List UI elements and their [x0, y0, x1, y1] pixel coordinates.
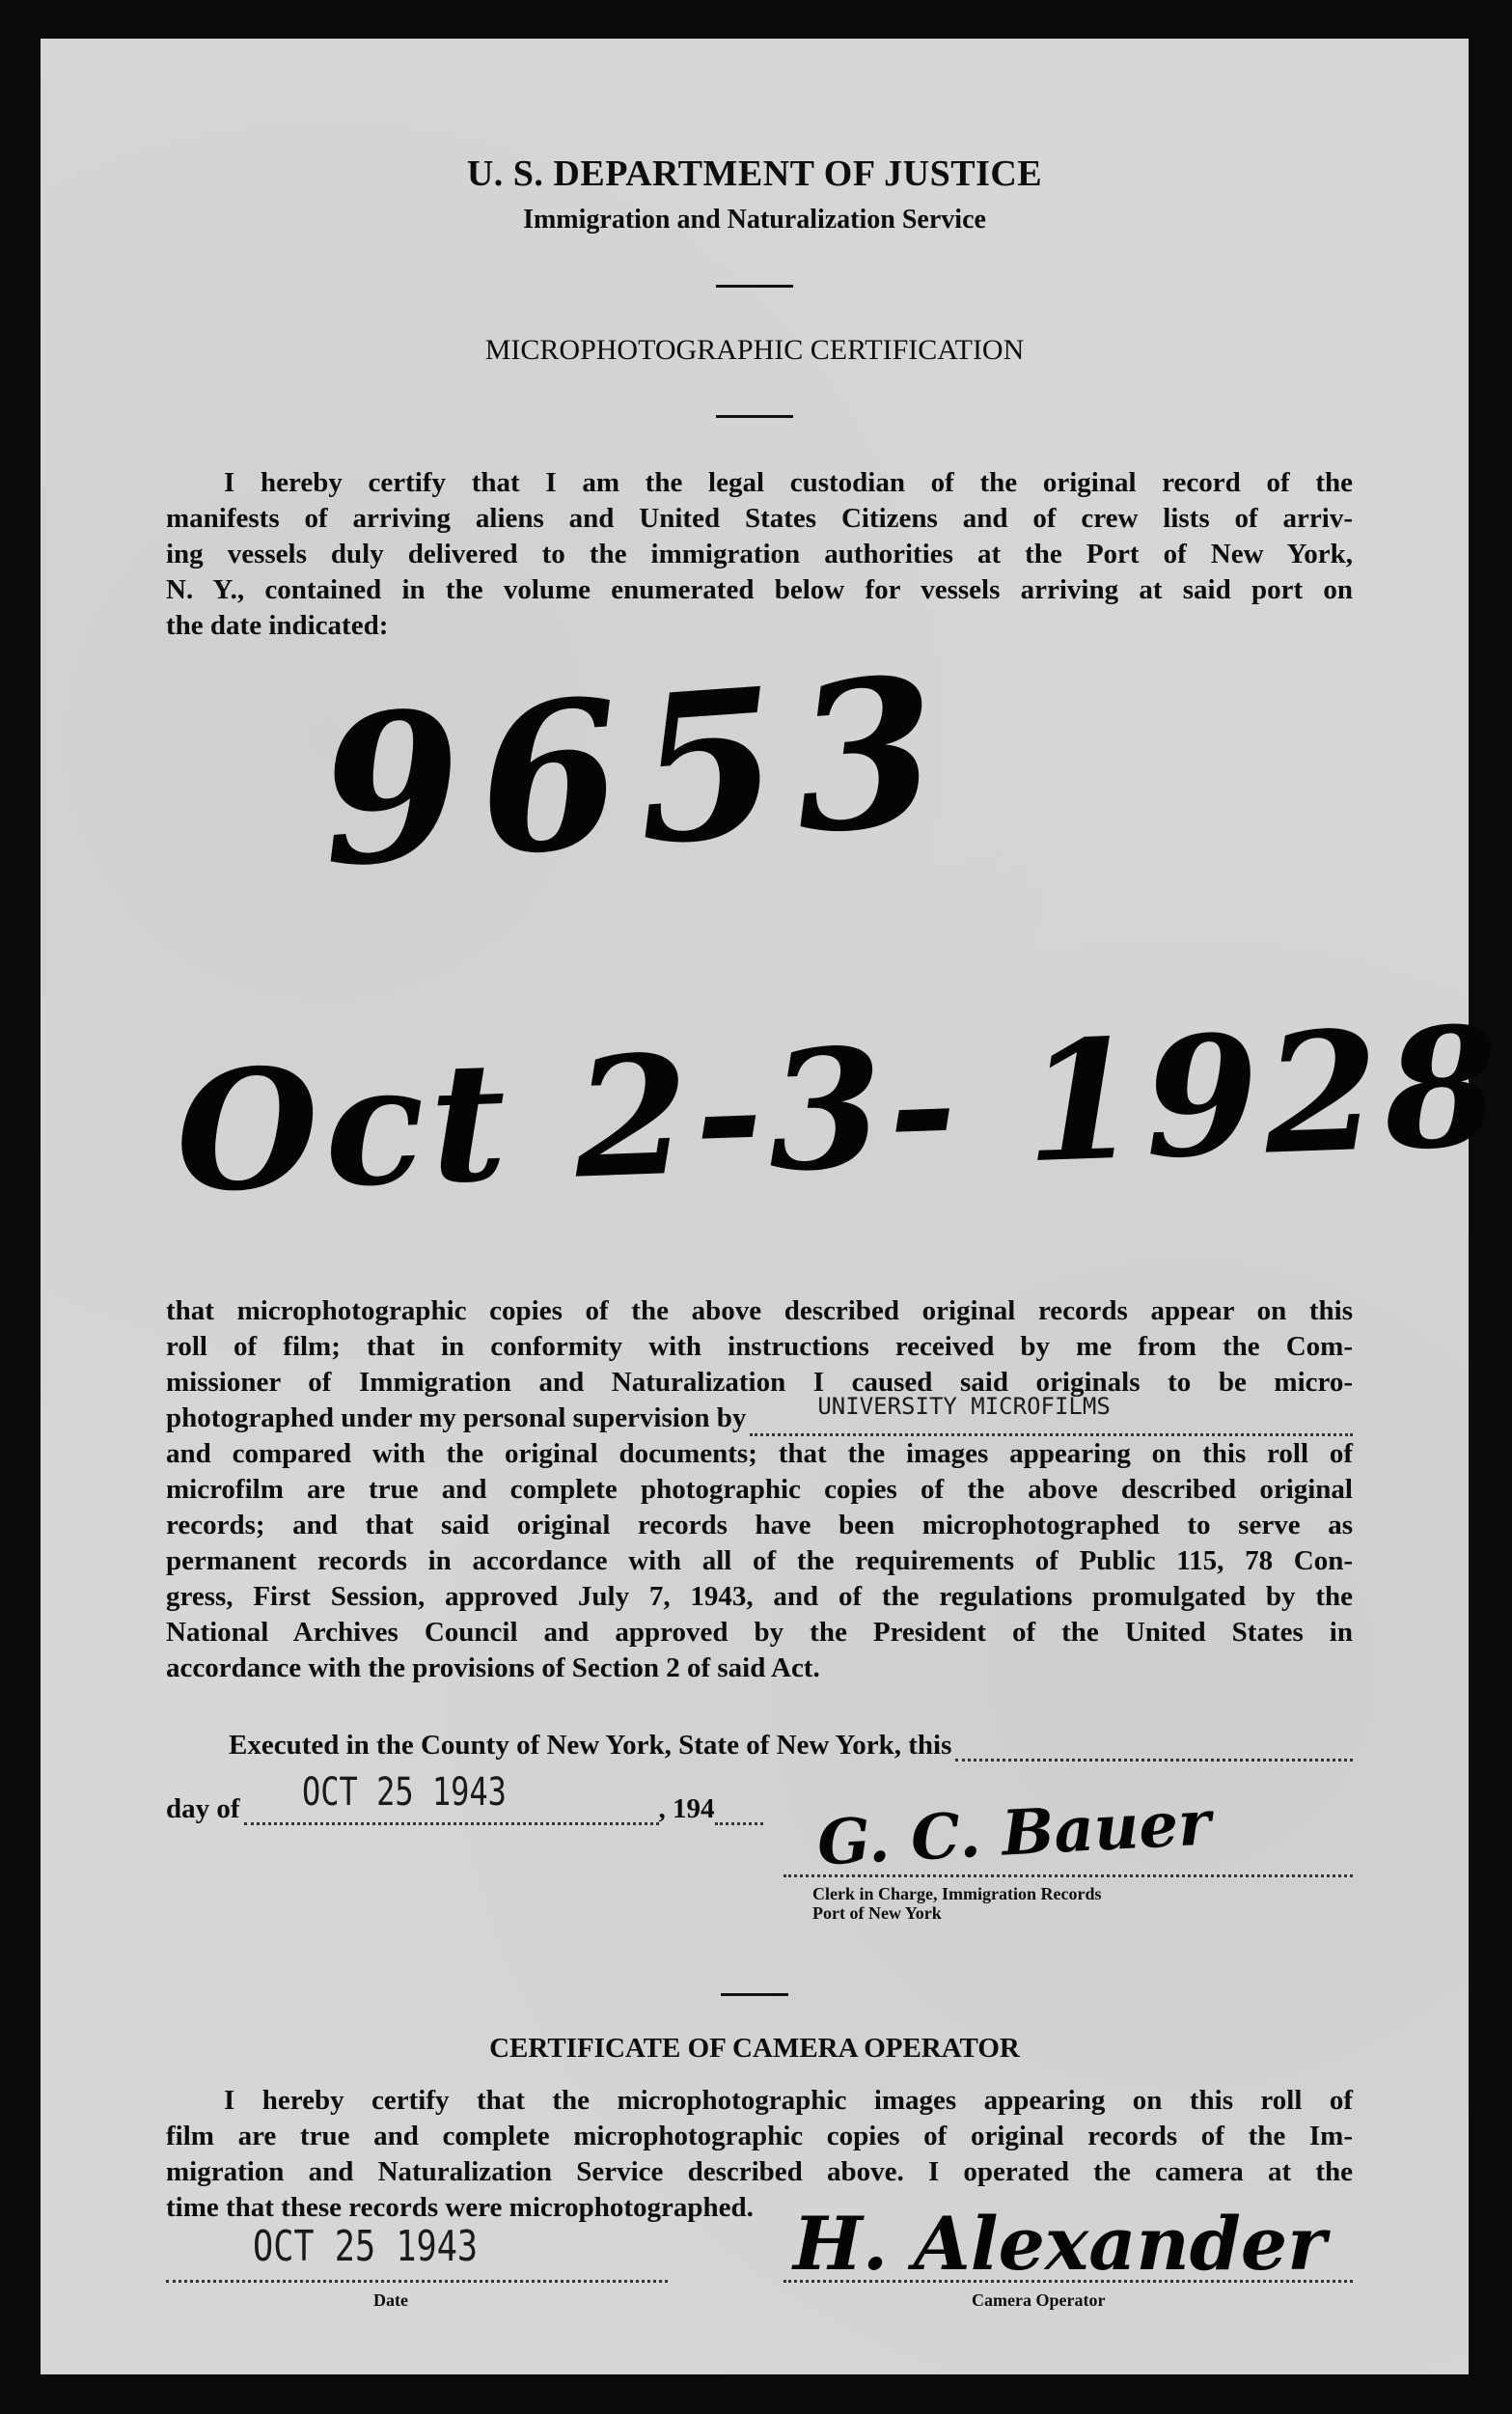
text-line: records; and that said original records have been microphotographed to serve as	[166, 1510, 1353, 1540]
clerk-title-line: Clerk in Charge, Immigration Records	[812, 1884, 1102, 1903]
handwritten-arrival-date: Oct 2-3- 1928	[172, 990, 1508, 1230]
text-line: time that these records were microphotographed.	[166, 2192, 754, 2223]
supervision-field	[750, 1393, 1353, 1436]
executed-line	[229, 1730, 1353, 1762]
text-line: National Archives Council and approved by the President of the United States in	[166, 1617, 1353, 1648]
operator-signature: H. Alexander	[793, 2201, 1327, 2287]
text-line: roll of film; that in conformity with instructions received by me from the Com-	[166, 1331, 1353, 1362]
divider	[716, 285, 793, 288]
text-line: N. Y., contained in the volume enumerated below for vessels arriving at said port on	[166, 574, 1353, 605]
camera-certificate-title: CERTIFICATE OF CAMERA OPERATOR	[489, 2033, 1020, 2064]
date-stamp: OCT 25 1943	[301, 1770, 507, 1815]
text-line: accordance with the provisions of Section 2 of said Act.	[166, 1652, 820, 1683]
text-line: and compared with the original documents; that the images appearing on this roll of	[166, 1438, 1353, 1469]
text-line: missioner of Immigration and Naturalization I caused said originals to be micro-	[166, 1367, 1353, 1398]
clerk-title	[812, 1884, 1101, 1923]
text-line: permanent records in accordance with all of the requirements of Public 115, 78 Con-	[166, 1545, 1353, 1576]
supervision-label: photographed under my personal supervision by	[166, 1402, 747, 1433]
text-line: I hereby certify that I am the legal custodian of the original record of the	[224, 467, 1353, 498]
divider	[721, 1993, 788, 1996]
date-label: Date	[373, 2290, 408, 2310]
camera-date-stamp: OCT 25 1943	[253, 2222, 479, 2271]
text-line: migration and Naturalization Service described above. I operated the camera at the	[166, 2156, 1353, 2187]
text-line: microfilm are true and complete photographic copies of the above described original	[166, 1474, 1353, 1505]
certificate-page	[41, 39, 1508, 2374]
certification-body	[166, 1293, 1353, 1686]
text-line: I hereby certify that the microphotographic images appearing on this roll of	[224, 2085, 1353, 2116]
service-subheading: Immigration and Naturalization Service	[523, 205, 986, 235]
university-microfilms-stamp: UNIVERSITY MICROFILMS	[817, 1393, 1111, 1420]
day-of-label: day of	[166, 1793, 240, 1824]
text-line: that microphotographic copies of the above described original records appear on this	[166, 1295, 1353, 1326]
supervision-line	[166, 1393, 1353, 1436]
department-heading: U. S. DEPARTMENT OF JUSTICE	[466, 153, 1043, 194]
executed-day-field	[955, 1734, 1353, 1762]
year-prefix: , 194	[658, 1793, 715, 1824]
year-field	[715, 1797, 763, 1825]
clerk-title-line: Port of New York	[812, 1903, 942, 1923]
date-signature-line	[166, 2278, 668, 2283]
text-line: manifests of arriving aliens and United States Citizens and of crew lists of arriv-	[166, 503, 1353, 534]
day-of-field	[244, 1770, 659, 1825]
certification-title: MICROPHOTOGRAPHIC CERTIFICATION	[484, 334, 1025, 366]
day-of-line	[166, 1770, 832, 1825]
text-line: ing vessels duly delivered to the immigration authorities at the Port of New York,	[166, 539, 1353, 569]
text-line: the date indicated:	[166, 610, 389, 641]
operator-label: Camera Operator	[972, 2290, 1106, 2310]
executed-text: Executed in the County of New York, State of New York, this	[229, 1730, 952, 1761]
intro-paragraph	[166, 465, 1353, 644]
text-line: film are true and complete microphotographic copies of original records of the Im-	[166, 2121, 1353, 2151]
clerk-signature: G. C. Bauer	[815, 1787, 1213, 1880]
text-line: gress, First Session, approved July 7, 1943, and of the regulations promulgated by the	[166, 1581, 1353, 1612]
divider	[716, 415, 793, 418]
handwritten-volume-number: 9653	[313, 630, 962, 913]
